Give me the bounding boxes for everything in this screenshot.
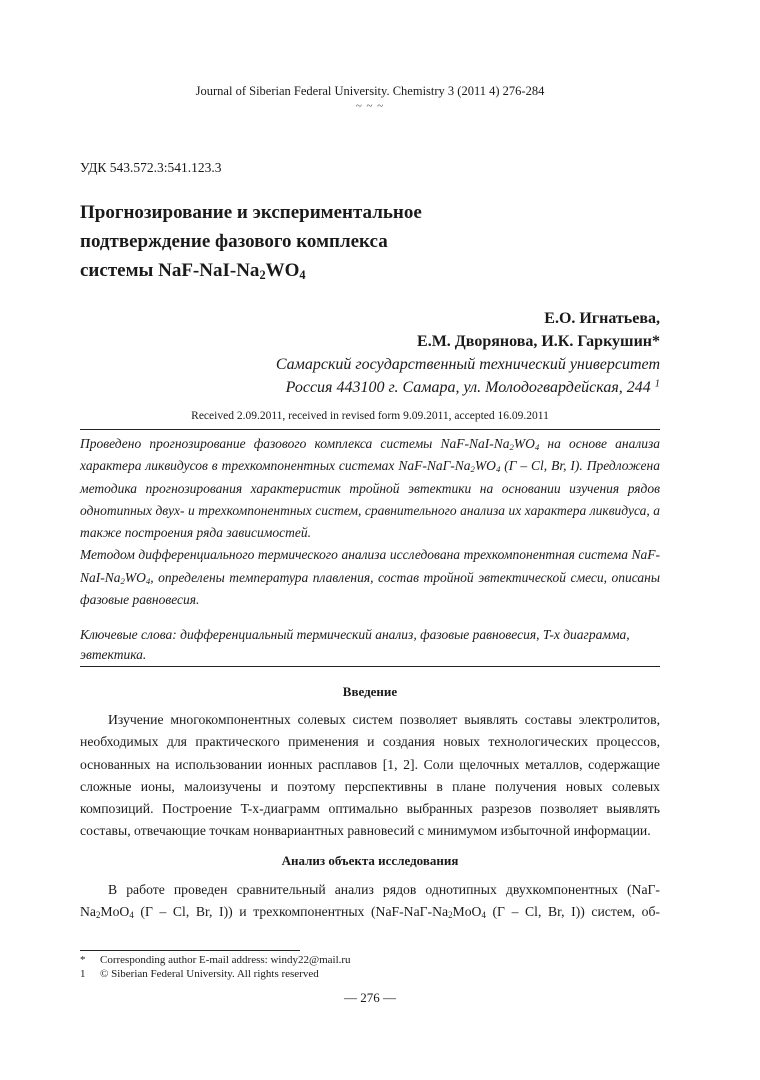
received-dates: Received 2.09.2011, received in revised form 9.09.2011, accepted 16.09.2011 xyxy=(191,410,549,422)
article-title xyxy=(80,198,422,285)
title-line-3: системы NaF-$NaI-Na_2WO_4$ xyxy=(80,260,306,283)
introduction-text xyxy=(80,709,660,843)
journal-header: Journal of Siberian Federal University. Chemistry 3 (2011 4) 276-284 xyxy=(195,84,545,98)
footnote xyxy=(80,953,351,967)
abstract-paragraph-2: Методом дифференциального термического анализа исследована трехкомпонентная система NaF-$NaI-Na_2WO_4$, определены температура плавления, состав тройной эвтектической смеси, описаны фазовые равновесия. xyxy=(80,547,660,608)
authors-line-1: Е.О. Игнатьева, xyxy=(544,310,660,327)
affiliation-line-1: Самарский государственный технический университет xyxy=(275,356,660,373)
analysis-paragraph: В работе проведен сравнительный анализ рядов однотипных двухкомпонентных ($NaГ-Na_2MoO_4$ (Г – Cl, Br, I)) и трехкомпонентных ($NaF-NaГ-Na_2MoO_4$ (Г – Cl, Br, I)) систем, об- xyxy=(80,882,660,921)
analysis-text xyxy=(80,879,660,924)
abstract-paragraph-1: Проведено прогнозирование фазового комплекса системы NaF-$NaI-Na_2WO_4$ на основе анализа характера ликвидусов в трехкомпонентных системах NaF-$NaГ-Na_2WO_4$ (Г – Cl, Br, I). Предложена методика прогнозирования характеристик тройной эвтектики на основании изучения рядов однотипных двух- и трехкомпонентных систем, сравнительного анализа их характера ликвидуса, а также построения ряда зависимостей. xyxy=(80,436,660,541)
footnotes xyxy=(80,953,351,981)
footnote-mark: 1 xyxy=(80,968,86,980)
keywords: Ключевые слова: дифференциальный термический анализ, фазовые равновесия, T-x диаграмма, эвтектика. xyxy=(80,627,630,662)
introduction-paragraph: Изучение многокомпонентных солевых систем позволяет выявлять составы электролитов, необходимых для практического применения и создания новых технологических процессов, основанных на использовании ионных расплавов [1, 2]. Соли щелочных металлов, содержащие сложные ионы, малоизучены и поэтому перспективны в плане получения новых солевых композиций. Построение T-x-диаграмм оптимально выбранных разрезов позволяет выявлять составы, отвечающие точкам нонвариантных равновесий с минимумом избыточной информации. xyxy=(80,712,660,839)
header-ornament: ~ ~ ~ xyxy=(355,100,385,112)
udk-code: УДК 543.572.3:541.123.3 xyxy=(80,160,222,175)
title-line-1: Прогнозирование и экспериментальное xyxy=(80,202,422,223)
authors-line-2: Е.М. Дворянова, И.К. Гаркушин* xyxy=(417,333,660,350)
section-heading-analysis: Анализ объекта исследования xyxy=(281,853,459,868)
footnote xyxy=(80,967,351,981)
footnote-text: © Siberian Federal University. All rights reserved xyxy=(100,968,319,980)
abstract-top-divider xyxy=(80,429,660,430)
footnote-mark: * xyxy=(80,954,86,966)
affiliation-line-2: Россия 443100 г. Самара, ул. Молодогвардейская, 244 $^1$ xyxy=(285,378,660,396)
footnote-text: Corresponding author E-mail address: windy22@mail.ru xyxy=(100,954,351,966)
authors-block xyxy=(276,307,660,399)
page-number: — 276 — xyxy=(344,990,396,1005)
footnote-divider xyxy=(80,950,300,951)
abstract xyxy=(80,433,660,611)
section-heading-introduction: Введение xyxy=(342,684,398,699)
title-line-2: подтверждение фазового комплекса xyxy=(80,231,388,252)
abstract-bottom-divider xyxy=(80,666,660,667)
